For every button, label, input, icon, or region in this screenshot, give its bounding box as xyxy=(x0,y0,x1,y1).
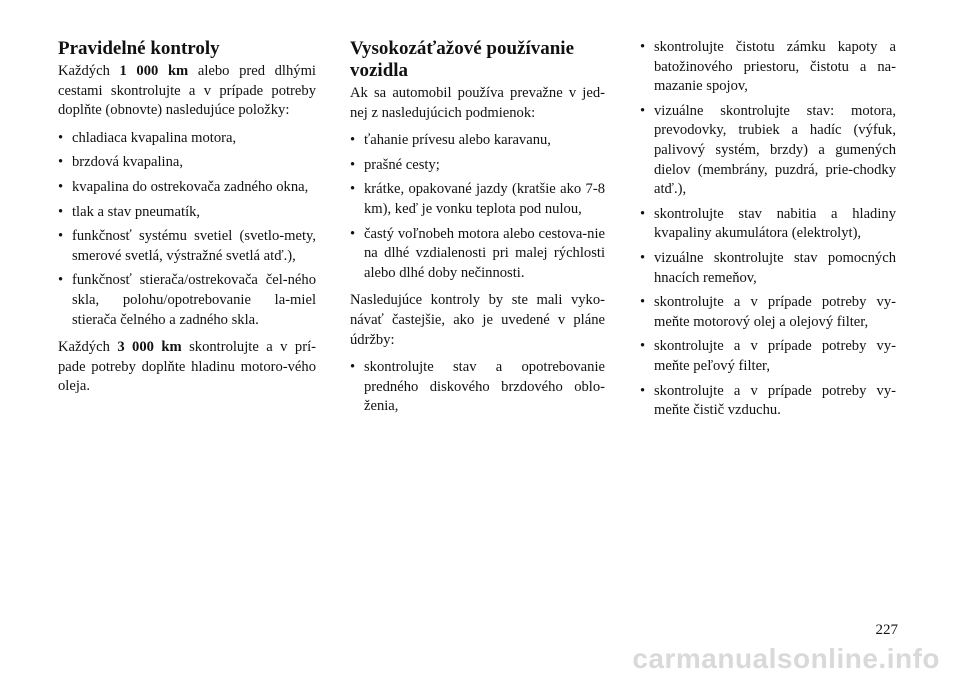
list-item: • brzdová kvapalina, xyxy=(58,153,316,173)
list-item: • tlak a stav pneumatík, xyxy=(58,203,316,223)
bullet-icon: • xyxy=(58,272,64,289)
intro-text-start: Každých xyxy=(58,63,120,79)
column-right xyxy=(640,38,896,429)
bullet-icon: • xyxy=(640,382,646,399)
list-item: • častý voľnobeh motora alebo cestova-nie na dlhé vzdialenosti pri malej rýchlosti alebo dlhé doby nečinnosti. xyxy=(350,225,605,281)
intro-distance: 1 000 km xyxy=(119,63,189,79)
bullet-icon: • xyxy=(640,39,646,55)
list-item: • krátke, opakované jazdy (kratšie ako 7-8 km), keď je vonku teplota pod nulou, xyxy=(350,181,605,217)
oil-check-paragraph xyxy=(58,338,316,397)
page-number: 227 xyxy=(875,622,898,638)
list-item: • funkčnosť systému svetiel (svetlo-mety, smerové svetlá, výstražné svetlá atď.), xyxy=(58,228,316,264)
conditions-list xyxy=(350,131,605,283)
bullet-icon: • xyxy=(350,225,356,242)
list-item: • skontrolujte a v prípade potreby vy-meňte motorový olej a olejový filter, xyxy=(640,294,896,330)
intro-paragraph xyxy=(58,62,316,121)
section-heading-regular-checks: Pravidelné kontroly xyxy=(58,38,220,59)
check-list xyxy=(58,129,316,330)
bullet-icon: • xyxy=(640,102,646,119)
list-item: • vizuálne skontrolujte stav: motora, prevodovky, trubiek a hadíc (výfuk, palivový systém, brzdy) a gumených dielov (membrány, puzdrá, prie-chodky atď.), xyxy=(640,102,896,198)
column-middle xyxy=(350,38,605,425)
outro-text-end: skontrolujte a v prí-pade potreby doplňte hladinu motoro-vého oleja. xyxy=(58,339,316,395)
list-item: • skontrolujte čistotu zámku kapoty a batožinového priestoru, čistotu a na-mazanie spojov, xyxy=(640,39,896,95)
section-heading-heavy-use: Vysokozáťažové používanie vozidla xyxy=(350,38,575,81)
bullet-icon: • xyxy=(640,249,646,266)
frequent-checks-list xyxy=(350,358,605,417)
bullet-icon: • xyxy=(58,228,64,245)
frequent-checks-paragraph: Nasledujúce kontroly by ste mali vyko-návať častejšie, ako je uvedené v pláne údržby: xyxy=(350,292,605,348)
list-item: • kvapalina do ostrekovača zadného okna, xyxy=(58,178,316,198)
bullet-icon: • xyxy=(58,178,64,195)
list-item: • funkčnosť stierača/ostrekovača čel-ného skla, polohu/opotrebovanie la-miel stierača čelného a zadného skla. xyxy=(58,272,316,328)
bullet-icon: • xyxy=(350,359,356,376)
watermark-logo: carmanualsonline.info xyxy=(632,643,940,674)
conditions-intro: Ak sa automobil používa prevažne v jed-nej z nasledujúcich podmienok: xyxy=(350,85,605,121)
list-item: • vizuálne skontrolujte stav pomocných hnacích remeňov, xyxy=(640,249,896,286)
list-item: • prašné cesty; xyxy=(350,156,605,176)
list-item: • skontrolujte a v prípade potreby vy-meňte čistič vzduchu. xyxy=(640,382,896,419)
bullet-icon: • xyxy=(58,154,64,171)
column-left xyxy=(58,38,316,405)
bullet-icon: • xyxy=(58,129,64,146)
frequent-checks-list-continued xyxy=(640,38,896,421)
outro-distance: 3 000 km xyxy=(117,339,182,356)
bullet-icon: • xyxy=(640,294,646,311)
list-item: • skontrolujte a v prípade potreby vy-meňte peľový filter, xyxy=(640,338,896,374)
intro-text-end: alebo pred dlhými cestami skontrolujte a v prípade potreby doplňte (obnovte) nasledujúce položky: xyxy=(58,63,316,119)
list-item: • chladiaca kvapalina motora, xyxy=(58,129,316,149)
list-item: • ťahanie prívesu alebo karavanu, xyxy=(350,131,605,151)
bullet-icon: • xyxy=(350,132,356,149)
bullet-icon: • xyxy=(58,203,64,220)
bullet-icon: • xyxy=(640,338,646,355)
list-item: • skontrolujte stav a opotrebovanie predného diskového brzdového oblo-ženia, xyxy=(350,359,605,415)
bullet-icon: • xyxy=(640,205,646,222)
outro-text-start: Každých xyxy=(58,339,118,356)
bullet-icon: • xyxy=(350,181,356,198)
list-item: • skontrolujte stav nabitia a hladiny kvapaliny akumulátora (elektrolyt), xyxy=(640,205,896,242)
bullet-icon: • xyxy=(350,156,356,173)
